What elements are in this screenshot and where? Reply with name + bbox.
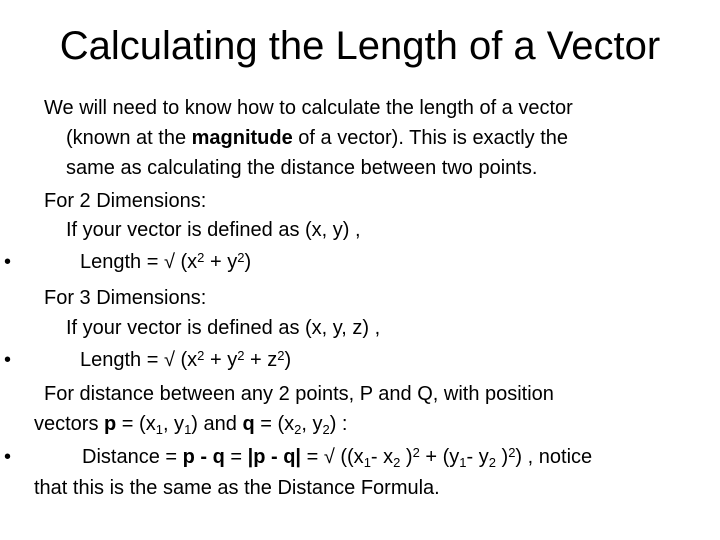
three-d-heading: For 3 Dimensions:	[44, 287, 207, 309]
subscript: 2	[393, 455, 401, 470]
bullet: •	[4, 349, 12, 371]
subscript: 1	[363, 455, 371, 470]
text: )	[400, 446, 413, 468]
text: )	[495, 446, 509, 468]
three-d-formula	[80, 348, 291, 372]
text: - y	[466, 446, 489, 468]
text: ) :	[329, 413, 348, 435]
intro-text: (known at the	[66, 127, 192, 149]
text: ) and	[191, 413, 243, 435]
text: )	[515, 446, 523, 468]
vector-p: p	[104, 413, 117, 435]
formula-text: )	[244, 251, 252, 273]
intro-line-3: same as calculating the distance between two points.	[66, 157, 538, 179]
bullet: •	[4, 446, 12, 468]
text: , notice	[522, 446, 593, 468]
distance-line-4: that this is the same as the Distance Formula.	[34, 477, 440, 499]
text: = (x	[116, 413, 156, 435]
intro-line-1: We will need to know how to calculate the length of a vector	[44, 97, 573, 119]
exponent: 2	[197, 250, 205, 265]
subscript: 1	[459, 455, 467, 470]
magnitude-term: magnitude	[191, 127, 293, 149]
text: =	[224, 446, 248, 468]
subscript: 2	[294, 422, 302, 437]
formula-text: + y	[204, 251, 238, 273]
subscript: 1	[155, 422, 163, 437]
two-d-definition: If your vector is defined as (x, y) ,	[66, 219, 361, 241]
difference-bold: p - q	[182, 446, 225, 468]
subscript: 2	[488, 455, 496, 470]
two-d-heading: For 2 Dimensions:	[44, 190, 207, 212]
intro-text: of a vector). This is exactly the	[292, 127, 569, 149]
text: + (y	[419, 446, 460, 468]
exponent: 2	[237, 348, 245, 363]
magnitude-bold: |p - q|	[247, 446, 302, 468]
exponent: 2	[412, 445, 420, 460]
text: = √ ((x	[301, 446, 364, 468]
distance-line-2	[34, 412, 348, 436]
intro-line-2	[66, 126, 568, 150]
exponent: 2	[237, 250, 245, 265]
text: , y	[162, 413, 185, 435]
exponent: 2	[277, 348, 285, 363]
formula-text: )	[284, 349, 292, 371]
text: vectors	[34, 413, 105, 435]
three-d-definition: If your vector is defined as (x, y, z) ,	[66, 317, 381, 339]
formula-text: + z	[244, 349, 278, 371]
exponent: 2	[508, 445, 516, 460]
bullet: •	[4, 251, 12, 273]
text: Distance =	[82, 446, 183, 468]
text: - x	[370, 446, 394, 468]
distance-line-1: For distance between any 2 points, P and Q, with position	[44, 383, 554, 405]
formula-text: Length = √ (x	[80, 251, 198, 273]
distance-line-3	[82, 445, 592, 469]
exponent: 2	[197, 348, 205, 363]
subscript: 1	[184, 422, 192, 437]
two-d-formula	[80, 250, 251, 274]
text: = (x	[254, 413, 295, 435]
vector-q: q	[242, 413, 255, 435]
text: , y	[301, 413, 323, 435]
subscript: 2	[322, 422, 330, 437]
formula-text: Length = √ (x	[80, 349, 198, 371]
formula-text: + y	[204, 349, 238, 371]
slide-title: Calculating the Length of a Vector	[59, 24, 661, 68]
